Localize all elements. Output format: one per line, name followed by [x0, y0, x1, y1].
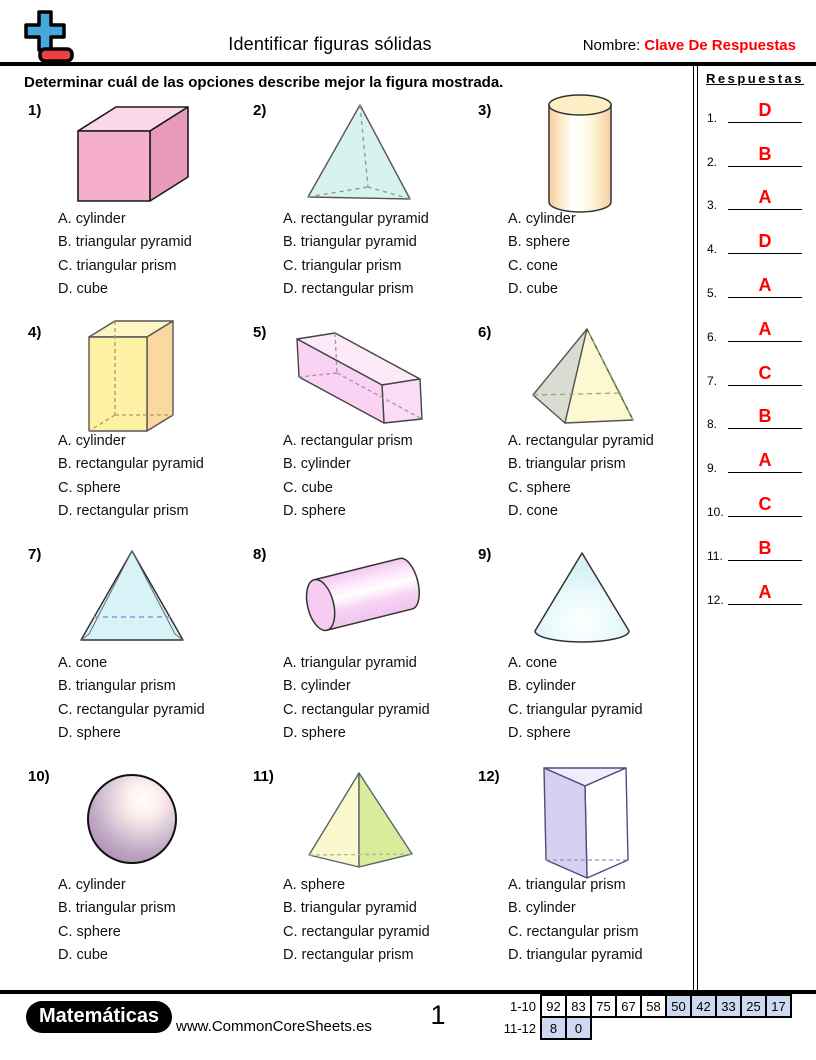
score-cell: 58: [641, 995, 666, 1017]
option: B. cylinder: [508, 900, 576, 917]
option: C. cube: [283, 479, 333, 496]
answer-line: [728, 516, 802, 517]
score-cell: 17: [766, 995, 791, 1017]
rectangular-prism-figure: [287, 323, 427, 427]
answer-number: 4.: [707, 242, 718, 257]
option: D. cube: [58, 281, 108, 298]
option: B. triangular prism: [508, 456, 626, 473]
option: B. sphere: [508, 234, 571, 251]
option: C. sphere: [58, 479, 121, 496]
option: A. triangular pyramid: [283, 655, 417, 671]
option: C. rectangular prism: [508, 923, 639, 940]
problem-5: [249, 322, 474, 544]
score-cell: 42: [691, 995, 716, 1017]
answer-number: 8.: [707, 417, 718, 432]
answer-number: 3.: [707, 198, 718, 213]
rectangular-pyramid-figure: [75, 547, 190, 647]
answer-row: [698, 438, 816, 482]
option: A. cylinder: [58, 211, 126, 227]
answer-row: [698, 526, 816, 570]
option: D. rectangular prism: [283, 947, 414, 964]
option: C. triangular prism: [283, 257, 402, 274]
option: D. sphere: [283, 725, 346, 742]
problem-number: 4): [28, 324, 42, 341]
answer-letter: D: [758, 231, 772, 252]
option: B. triangular prism: [58, 900, 176, 917]
score-row-label: 11-12: [503, 1020, 536, 1036]
answer-number: 11.: [707, 548, 723, 563]
answer-row: [698, 132, 816, 176]
option: A. rectangular pyramid: [508, 433, 654, 449]
answer-row: [698, 263, 816, 307]
answers-panel: [697, 66, 816, 990]
answer-row: [698, 570, 816, 614]
option: D. sphere: [283, 503, 346, 520]
option: A. cylinder: [508, 211, 576, 227]
option: C. rectangular pyramid: [283, 701, 430, 718]
page-title: Identificar figuras sólidas: [228, 34, 432, 54]
name-value: Clave De Respuestas: [644, 37, 796, 54]
option: A. sphere: [283, 877, 346, 893]
option: C. triangular pyramid: [508, 701, 643, 718]
option: B. triangular pyramid: [283, 234, 417, 251]
problem-number: 9): [478, 546, 492, 563]
problem-2: [249, 100, 474, 322]
answer-letter: B: [758, 143, 772, 164]
answer-row: [698, 307, 816, 351]
answer-row: [698, 395, 816, 439]
score-cell: 67: [616, 995, 641, 1017]
score-cell: 50: [666, 995, 691, 1017]
website-url: www.CommonCoreSheets.es: [176, 1018, 372, 1035]
answer-row: [698, 88, 816, 132]
option: B. triangular pyramid: [58, 234, 192, 251]
option: B. cylinder: [283, 678, 351, 695]
answer-number: 6.: [707, 329, 718, 344]
option: B. cylinder: [508, 678, 576, 695]
problem-number: 1): [28, 102, 42, 119]
option: B. cylinder: [283, 456, 351, 473]
answer-line: [728, 341, 802, 342]
rectangular-prism-figure: [81, 313, 183, 437]
answer-line: [728, 604, 802, 605]
worksheet-content: [0, 66, 697, 990]
problem-number: 11): [253, 768, 274, 785]
answer-letter: A: [758, 318, 772, 339]
option: B. triangular pyramid: [283, 900, 417, 917]
answer-line: [728, 297, 802, 298]
problem-number: 10): [28, 768, 50, 785]
score-row-label: 1-10: [509, 998, 536, 1014]
footer: [0, 990, 816, 1060]
score-cell: 75: [591, 995, 616, 1017]
answers-title: Respuestas: [706, 71, 804, 86]
option: C. rectangular pyramid: [283, 923, 430, 940]
problem-number: 3): [478, 102, 492, 119]
problem-7: [24, 544, 249, 766]
option: A. cone: [58, 655, 108, 671]
option: C. cone: [508, 257, 558, 274]
answer-line: [728, 166, 802, 167]
answer-line: [728, 385, 802, 386]
cube-figure: [70, 101, 195, 205]
option: D. triangular pyramid: [508, 947, 643, 964]
answer-number: 10.: [707, 504, 724, 519]
option: D. rectangular prism: [283, 281, 414, 298]
triangular-prism-figure: [530, 756, 634, 882]
answer-row: [698, 351, 816, 395]
answer-line: [728, 122, 802, 123]
option: D. cube: [508, 281, 558, 298]
triangular-pyramid-figure: [297, 767, 417, 871]
answer-number: 9.: [707, 461, 718, 476]
option: A. rectangular pyramid: [283, 211, 429, 227]
answer-letter: B: [758, 537, 772, 558]
problem-number: 5): [253, 324, 267, 341]
answer-line: [728, 472, 802, 473]
triangular-pyramid-figure: [300, 101, 415, 205]
score-cell: 8: [541, 1017, 566, 1039]
option: A. cylinder: [58, 433, 126, 449]
sphere-figure: [85, 772, 179, 866]
option: C. triangular prism: [58, 257, 177, 274]
score-table: [504, 994, 792, 1040]
score-row: [504, 1017, 791, 1039]
problem-number: 7): [28, 546, 42, 563]
answer-line: [728, 253, 802, 254]
answer-letter: A: [758, 274, 772, 295]
score-cell: 83: [566, 995, 591, 1017]
answer-row: [698, 176, 816, 220]
problem-6: [474, 322, 699, 544]
answer-number: 1.: [707, 110, 718, 125]
problem-number: 2): [253, 102, 267, 119]
answer-line: [728, 209, 802, 210]
problem-number: 6): [478, 324, 492, 341]
option: D. cone: [508, 503, 558, 520]
cylinder-figure: [543, 91, 621, 215]
option: C. rectangular pyramid: [58, 701, 205, 718]
answer-letter: A: [758, 187, 772, 208]
option: A. rectangular prism: [283, 433, 413, 449]
problem-number: 12): [478, 768, 500, 785]
answer-number: 2.: [707, 154, 718, 169]
problem-12: [474, 766, 699, 988]
score-cell: 33: [716, 995, 741, 1017]
answer-line: [728, 560, 802, 561]
option: A. cone: [508, 655, 558, 671]
cone-figure: [527, 549, 637, 645]
problem-8: [249, 544, 474, 766]
name-label: Nombre:: [582, 37, 641, 54]
score-row: [504, 995, 791, 1017]
option: C. sphere: [58, 923, 121, 940]
problem-11: [249, 766, 474, 988]
score-cell: 25: [741, 995, 766, 1017]
answer-number: 12.: [707, 592, 724, 607]
problem-1: [24, 100, 249, 322]
problems-grid: [24, 100, 699, 988]
option: D. rectangular prism: [58, 503, 189, 520]
answer-line: [728, 428, 802, 429]
header: [0, 0, 816, 62]
problem-3: [474, 100, 699, 322]
brand-badge: Matemáticas: [26, 1001, 172, 1033]
answer-number: 5.: [707, 285, 718, 300]
option: A. cylinder: [58, 877, 126, 893]
answer-letter: A: [758, 581, 772, 602]
option: D. sphere: [58, 725, 121, 742]
answer-letter: C: [758, 493, 772, 514]
option: B. triangular prism: [58, 678, 176, 695]
score-cell: 0: [566, 1017, 591, 1039]
option: D. sphere: [508, 725, 571, 742]
problem-4: [24, 322, 249, 544]
option: B. rectangular pyramid: [58, 456, 204, 473]
option: D. cube: [58, 947, 108, 964]
rectangular-pyramid-figure: [525, 323, 640, 427]
problem-9: [474, 544, 699, 766]
answer-letter: A: [758, 450, 772, 471]
page-number: 1: [430, 1000, 446, 1030]
instruction-text: Determinar cuál de las opciones describe mejor la figura mostrada.: [24, 74, 504, 91]
option: A. triangular prism: [508, 877, 626, 893]
option: C. sphere: [508, 479, 571, 496]
answer-list: [698, 88, 816, 614]
answer-letter: C: [758, 362, 772, 383]
answer-letter: D: [758, 99, 772, 120]
answer-row: [698, 482, 816, 526]
problem-number: 8): [253, 546, 267, 563]
answer-letter: B: [758, 406, 772, 427]
answer-number: 7.: [707, 373, 718, 388]
problem-10: [24, 766, 249, 988]
score-cell: 92: [541, 995, 566, 1017]
cylinder-figure: [290, 548, 425, 646]
answer-row: [698, 219, 816, 263]
